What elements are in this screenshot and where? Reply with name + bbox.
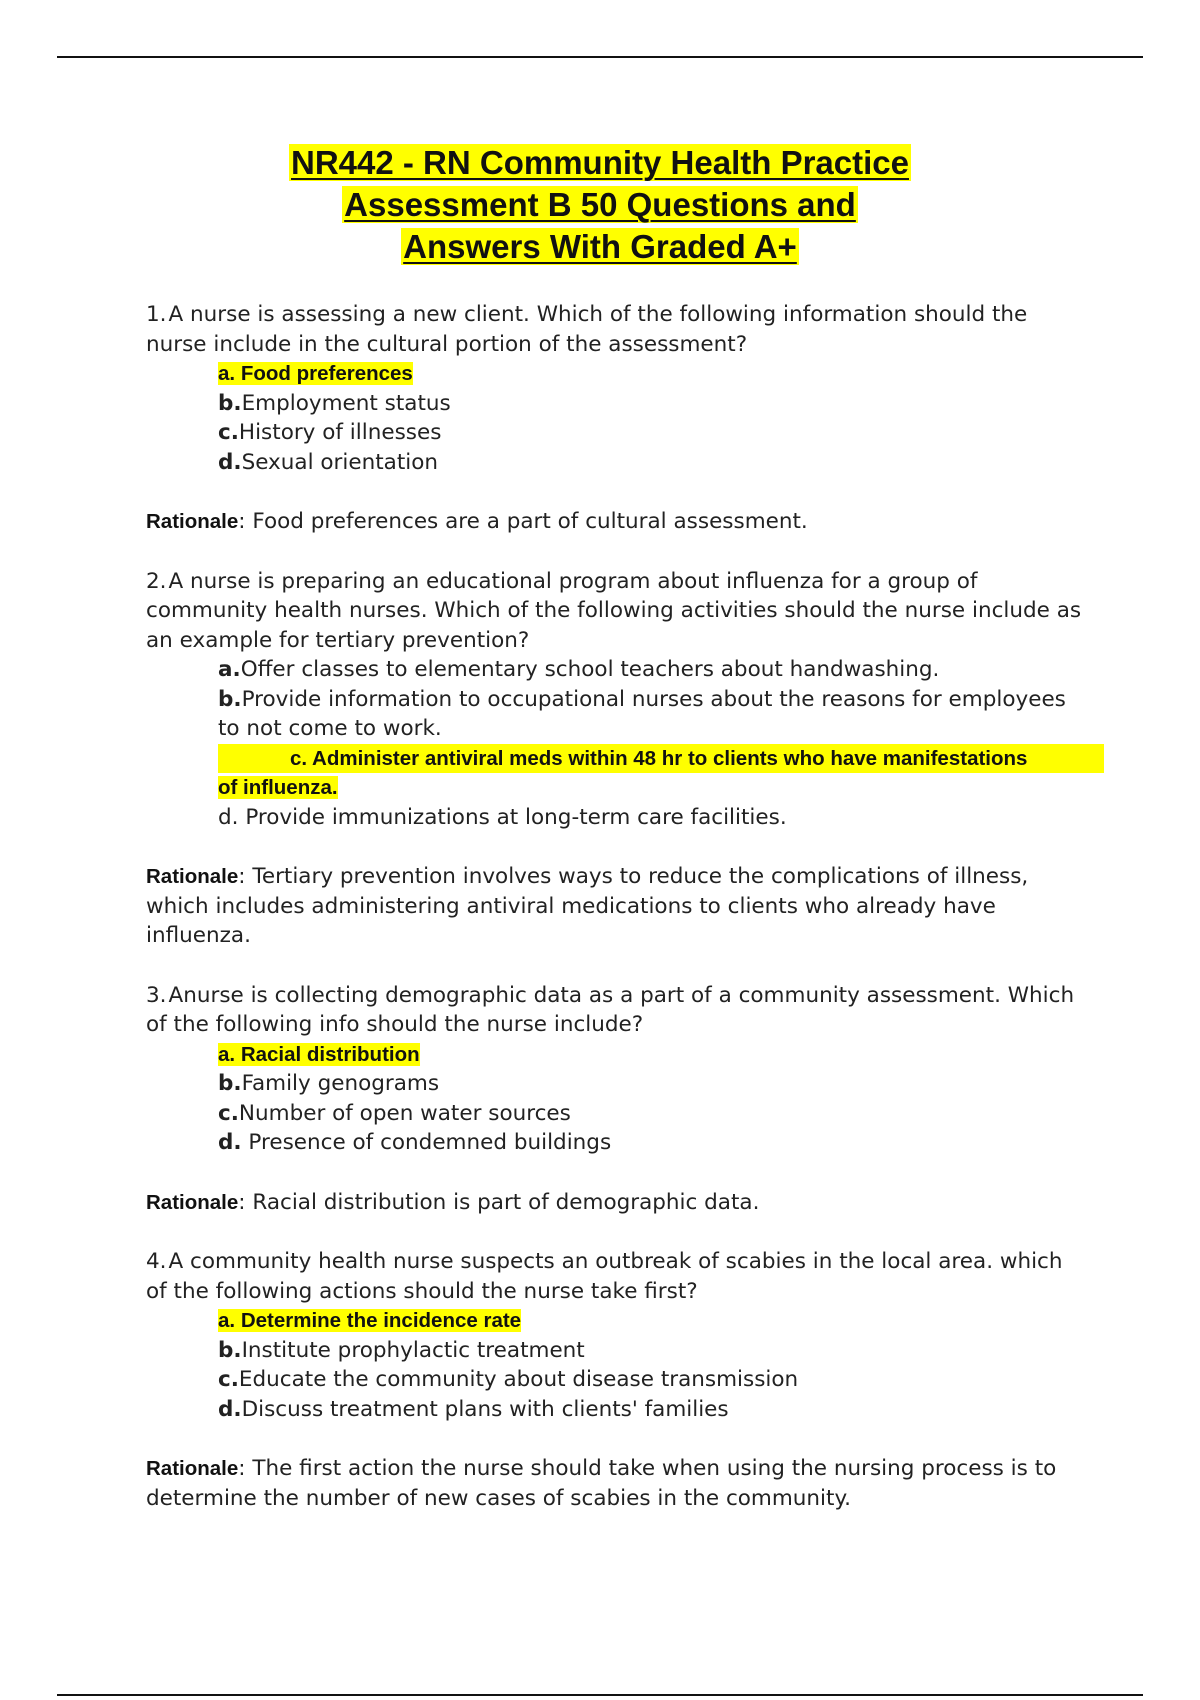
option-text: Family genograms <box>241 1071 440 1096</box>
option-b <box>218 1336 1086 1366</box>
question-number: 1. <box>146 302 167 327</box>
question-stem <box>146 300 1086 359</box>
question-4 <box>146 1247 1086 1513</box>
option-a <box>218 1040 1086 1070</box>
option-d <box>218 803 1086 833</box>
option-d <box>218 1128 1086 1158</box>
option-text: Administer antiviral meds within 48 hr to clients who have manifestations <box>312 746 1028 770</box>
option-letter: b. <box>218 390 242 416</box>
rationale-text: : Tertiary prevention involves ways to reduce the complications of illness, which includes administering antiviral medications to clients who already have influenza. <box>146 864 1029 948</box>
answer-options <box>146 1306 1086 1424</box>
option-text: Presence of condemned buildings <box>241 1130 612 1155</box>
option-text: of influenza. <box>218 776 338 799</box>
option-text: Institute prophylactic treatment <box>241 1337 585 1363</box>
option-letter: d. <box>218 1130 242 1155</box>
option-text: Sexual orientation <box>241 449 439 475</box>
question-stem <box>146 1247 1086 1306</box>
rationale-label: Rationale <box>146 1190 239 1214</box>
option-text: Number of open water sources <box>238 1100 571 1126</box>
option-letter: a. <box>218 362 236 385</box>
correct-answer <box>290 747 1027 770</box>
question-stem <box>146 981 1086 1040</box>
option-letter: c. <box>218 1367 239 1392</box>
option-letter: a. <box>218 1309 236 1332</box>
option-a <box>218 1306 1086 1336</box>
option-c <box>218 744 1104 774</box>
question-number: 4. <box>146 1249 167 1274</box>
question-3 <box>146 981 1086 1218</box>
option-c-continued <box>218 773 1086 803</box>
answer-options <box>146 1040 1086 1158</box>
option-letter: c. <box>290 746 308 770</box>
question-2 <box>146 567 1086 951</box>
option-text: Determine the incidence rate <box>240 1309 522 1332</box>
rationale-text: : The first action the nurse should take when using the nursing process is to determine the number of new cases of scabies in the community. <box>146 1456 1057 1511</box>
option-letter: a. <box>218 1042 236 1066</box>
document-title <box>0 142 1200 268</box>
option-a <box>218 655 1086 685</box>
option-b <box>218 389 1086 419</box>
option-text: Provide immunizations at long-term care facilities. <box>238 804 787 830</box>
question-text: A nurse is preparing an educational program about influenza for a group of community health nurses. Which of the following activities should the nurse include as an example for tertiary prevention? <box>146 568 1082 653</box>
option-letter: b. <box>218 1337 242 1363</box>
question-text: A community health nurse suspects an outbreak of scabies in the local area. which of the following actions should the nurse take first? <box>146 1249 1063 1304</box>
option-letter: b. <box>218 686 242 712</box>
option-c <box>218 1099 1086 1129</box>
option-text: Offer classes to elementary school teachers about handwashing. <box>240 657 940 682</box>
rationale <box>146 1188 1086 1218</box>
title-line-3: Answers With Graded A+ <box>403 228 797 265</box>
option-a <box>218 359 1086 389</box>
question-number: 3. <box>146 982 167 1008</box>
question-list <box>146 300 1086 1543</box>
rationale <box>146 1454 1086 1513</box>
rationale-label: Rationale <box>146 865 239 888</box>
correct-answer <box>218 1043 420 1066</box>
option-text: Provide information to occupational nurses about the reasons for employees to not come to work. <box>218 686 1066 741</box>
option-text: Discuss treatment plans with clients' families <box>241 1396 729 1422</box>
rationale <box>146 507 1086 537</box>
option-text: Racial distribution <box>240 1042 420 1066</box>
question-number: 2. <box>146 568 167 594</box>
question-text: A nurse is assessing a new client. Which of the following information should the nurse include in the cultural portion of the assessment? <box>146 302 1028 357</box>
rationale-text: : Racial distribution is part of demographic data. <box>238 1189 760 1215</box>
title-line-1: NR442 - RN Community Health Practice <box>291 144 909 181</box>
title-line-2: Assessment B 50 Questions and <box>344 186 856 223</box>
rationale-label: Rationale <box>146 1457 239 1480</box>
answer-options <box>146 359 1086 477</box>
option-d <box>218 1395 1086 1425</box>
option-letter: a. <box>218 657 241 682</box>
question-text: Anurse is collecting demographic data as a part of a community assessment. Which of the following info should the nurse include? <box>146 982 1075 1037</box>
question-stem <box>146 567 1086 656</box>
option-letter: d. <box>218 1396 242 1422</box>
option-c <box>218 1365 1086 1395</box>
option-d <box>218 448 1086 478</box>
rationale <box>146 862 1086 951</box>
option-b <box>218 685 1086 744</box>
rationale-label: Rationale <box>146 510 239 533</box>
option-b <box>218 1069 1086 1099</box>
question-1 <box>146 300 1086 537</box>
option-letter: d. <box>218 804 239 830</box>
option-letter: b. <box>218 1071 242 1096</box>
option-text: History of illnesses <box>238 420 442 445</box>
answer-options <box>146 655 1086 832</box>
option-letter: c. <box>218 420 239 445</box>
header-rule <box>57 56 1143 58</box>
footer-rule <box>57 1694 1143 1696</box>
option-text: Food preferences <box>240 362 413 385</box>
option-text: Educate the community about disease transmission <box>238 1367 799 1392</box>
option-letter: d. <box>218 449 242 475</box>
option-text: Employment status <box>241 390 451 416</box>
correct-answer <box>218 1309 521 1332</box>
rationale-text: : Food preferences are a part of cultural assessment. <box>238 509 808 534</box>
correct-answer <box>218 362 413 385</box>
option-c <box>218 418 1086 448</box>
option-letter: c. <box>218 1100 239 1126</box>
